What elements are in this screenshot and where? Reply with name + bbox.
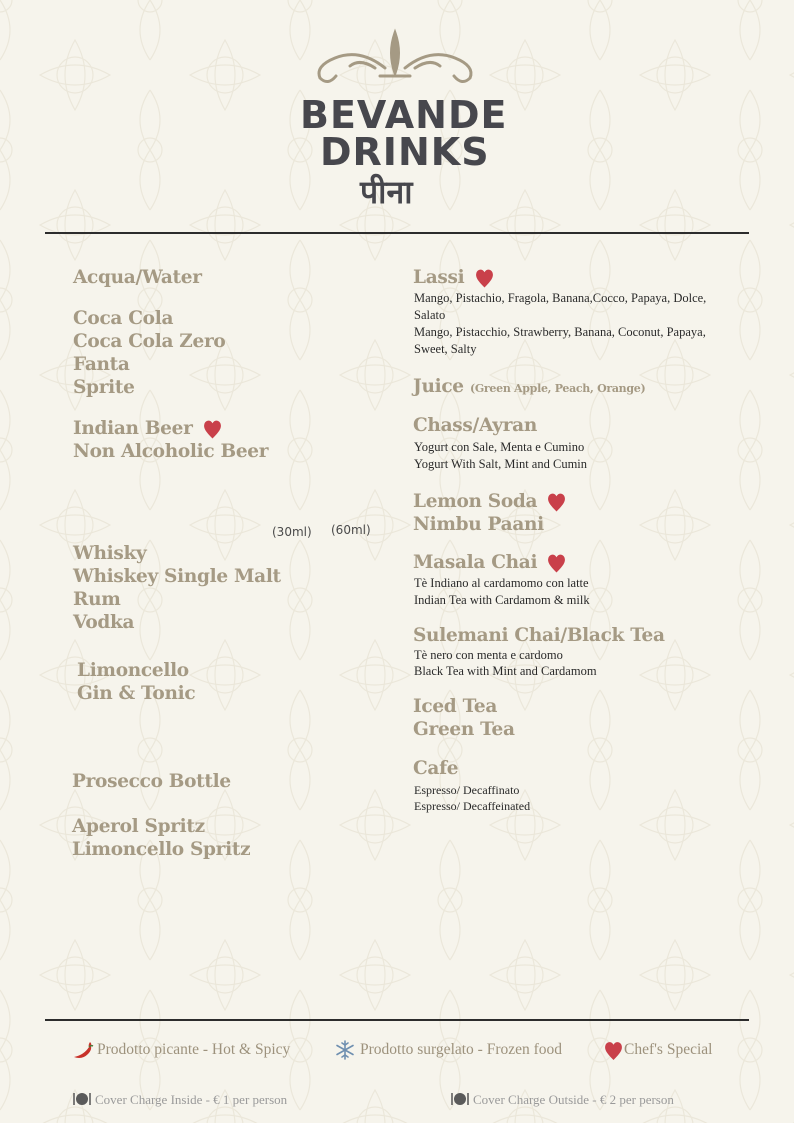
menu-item-prosecco: Prosecco Bottle	[72, 771, 231, 792]
chili-icon	[72, 1040, 94, 1060]
ornament-flourish-icon	[300, 28, 490, 86]
legend-frozen: Prodotto surgelato - Frozen food	[360, 1041, 563, 1058]
heart-icon	[203, 418, 222, 440]
menu-item-liqueur: Limoncello	[77, 660, 189, 681]
masala-chai-description-en: Indian Tea with Cardamom & milk	[414, 593, 590, 607]
menu-item-soft-drink: Coca Cola Zero	[73, 331, 226, 352]
sulemani-description-it: Tè nero con menta e cardomo	[414, 648, 563, 662]
title-hindi: पीना	[360, 173, 413, 211]
menu-item-tea: Iced Tea	[413, 696, 498, 717]
menu-item-non-alcoholic-beer: Non Alcoholic Beer	[73, 441, 269, 462]
menu-item-soft-drink: Sprite	[73, 377, 135, 398]
juice-flavors-note: (Green Apple, Peach, Orange)	[469, 382, 646, 395]
title-drinks: DRINKS	[320, 130, 490, 174]
menu-item-indian-beer	[73, 417, 222, 440]
heart-icon	[475, 267, 494, 289]
menu-item-spirit: Vodka	[73, 612, 135, 633]
menu-item-chass: Chass/Ayran	[413, 415, 537, 436]
menu-item-spirit: Whisky	[73, 543, 147, 564]
plate-cutlery-icon	[450, 1091, 470, 1107]
menu-item-label: Juice	[413, 376, 464, 397]
menu-item-soft-drink: Fanta	[73, 354, 130, 375]
menu-item-label: Lemon Soda	[413, 491, 538, 512]
masala-chai-description-it: Tè Indiano al cardamomo con latte	[414, 576, 589, 590]
menu-item-spirit: Rum	[73, 589, 121, 610]
menu-item-liqueur: Gin & Tonic	[77, 683, 196, 704]
chass-description-en: Yogurt With Salt, Mint and Cumin	[414, 457, 588, 471]
lassi-description-en: Mango, Pistacchio, Strawberry, Banana, Coconut, Papaya, Sweet, Salty	[414, 325, 706, 356]
menu-item-label: Indian Beer	[73, 418, 193, 439]
heart-icon	[547, 552, 566, 574]
menu-item-lemon-soda	[413, 490, 566, 513]
size-label-60ml: (60ml)	[331, 523, 371, 537]
size-label-30ml: (30ml)	[272, 525, 312, 539]
lassi-description-it: Mango, Pistachio, Fragola, Banana,Cocco, Papaya, Dolce, Salato	[414, 291, 707, 322]
title-bevande: BEVANDE	[300, 93, 508, 137]
menu-item-sulemani-chai: Sulemani Chai/Black Tea	[413, 625, 665, 646]
bottom-divider	[45, 1019, 749, 1021]
cafe-description-it: Espresso/ Decaffinato	[414, 783, 520, 797]
menu-item-spritz: Aperol Spritz	[72, 816, 205, 837]
cover-charge-inside: Cover Charge Inside - € 1 per person	[95, 1092, 288, 1107]
cover-charge-outside: Cover Charge Outside - € 2 per person	[473, 1092, 674, 1107]
top-divider	[45, 232, 749, 234]
menu-item-spirit: Whiskey Single Malt	[73, 566, 281, 587]
heart-icon	[547, 491, 566, 513]
menu-item-soft-drink: Coca Cola	[73, 308, 174, 329]
heart-icon	[604, 1040, 623, 1061]
menu-item-nimbu-paani: Nimbu Paani	[413, 514, 544, 535]
legend-chefs-special: Chef's Special	[624, 1041, 713, 1058]
cafe-description-en: Espresso/ Decaffeinated	[414, 799, 531, 813]
sulemani-description-en: Black Tea with Mint and Cardamom	[414, 664, 597, 678]
menu-item-water: Acqua/Water	[73, 267, 202, 288]
menu-item-tea: Green Tea	[413, 719, 515, 740]
menu-item-label: Masala Chai	[413, 552, 538, 573]
menu-item-spritz: Limoncello Spritz	[72, 839, 251, 860]
menu-item-juice	[413, 375, 645, 400]
plate-cutlery-icon	[72, 1091, 92, 1107]
menu-item-masala-chai	[413, 551, 566, 574]
menu-item-cafe: Cafe	[413, 758, 459, 779]
legend-spicy: Prodotto picante - Hot & Spicy	[97, 1041, 291, 1058]
chass-description-it: Yogurt con Sale, Menta e Cumino	[414, 440, 585, 454]
menu-item-lassi	[413, 266, 494, 289]
menu-item-label: Lassi	[413, 267, 465, 288]
snowflake-icon	[335, 1040, 355, 1060]
